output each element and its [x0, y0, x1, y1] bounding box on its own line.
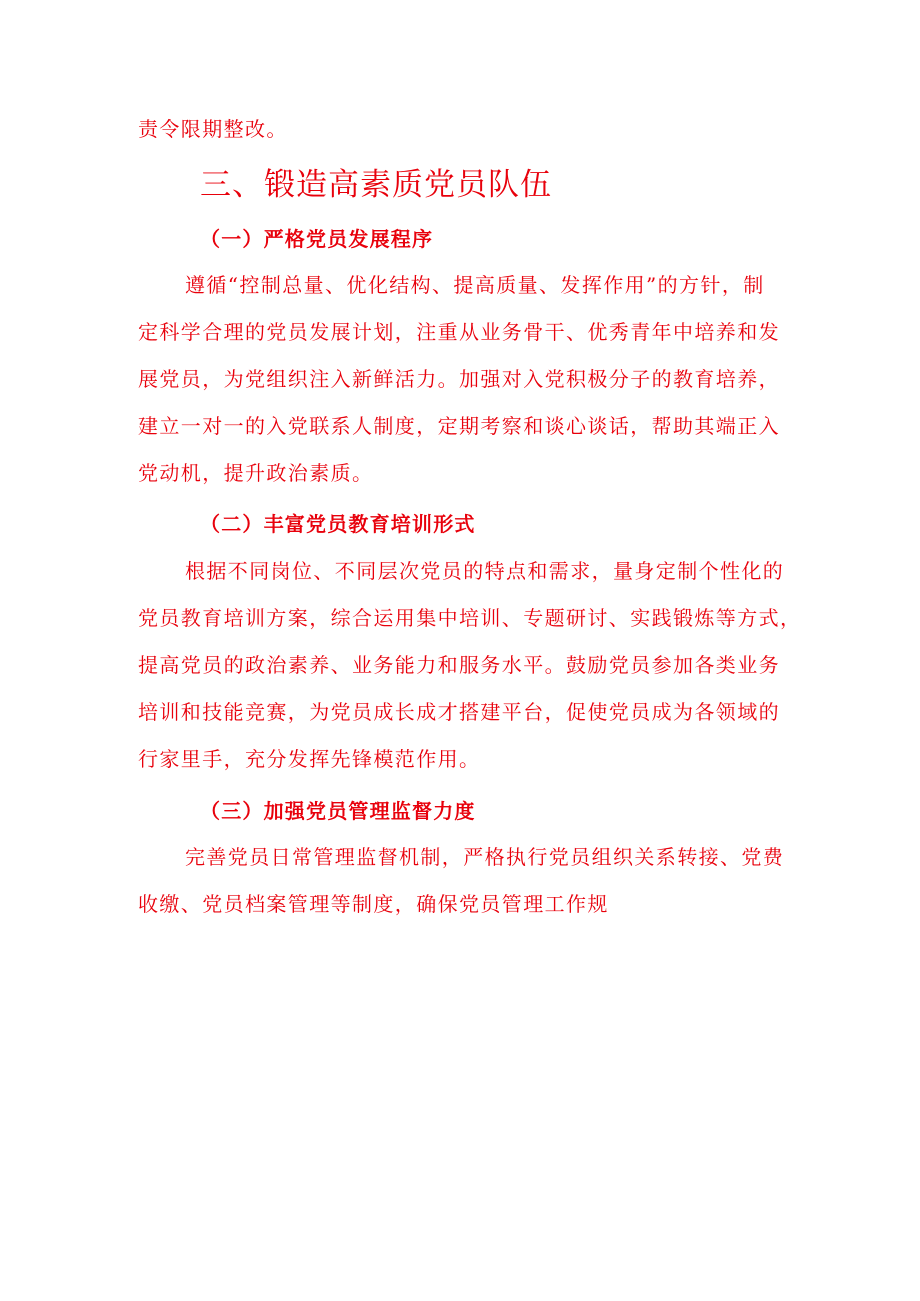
text-line: 根据不同岗位、不同层次党员的特点和需求，量身定制个性化的	[185, 559, 785, 583]
text-line: 行家里手，充分发挥先锋模范作用。	[138, 747, 481, 771]
section-title: 三、锻造高素质党员队伍	[200, 167, 552, 203]
text-line: 展党员，为党组织注入新鲜活力。加强对入党积极分子的教育培养，	[138, 367, 780, 391]
text-line: 定科学合理的党员发展计划，注重从业务骨干、优秀青年中培养和发	[138, 320, 780, 344]
text-line: 党员教育培训方案，综合运用集中培训、专题研讨、实践锻炼等方式，	[138, 606, 802, 630]
subsection-title: （三）加强党员管理监督力度	[200, 799, 476, 823]
text-line: 完善党员日常管理监督机制，严格执行党员组织关系转接、党费	[185, 845, 785, 869]
text-line: 遵循“控制总量、优化结构、提高质量、发挥作用”的方针，制	[185, 273, 765, 297]
text-line: 收缴、党员档案管理等制度，确保党员管理工作规	[138, 892, 609, 916]
text-line: 党动机，提升政治素质。	[138, 461, 374, 485]
text-line: 责令限期整改。	[138, 117, 288, 141]
text-line: 建立一对一的入党联系人制度，定期考察和谈心谈话，帮助其端正入	[138, 414, 780, 438]
subsection-title: （一）严格党员发展程序	[200, 227, 434, 251]
text-line: 培训和技能竞赛，为党员成长成才搭建平台，促使党员成为各领域的	[138, 700, 780, 724]
subsection-title: （二）丰富党员教育培训形式	[200, 512, 476, 536]
text-line: 提高党员的政治素养、业务能力和服务水平。鼓励党员参加各类业务	[138, 653, 780, 677]
